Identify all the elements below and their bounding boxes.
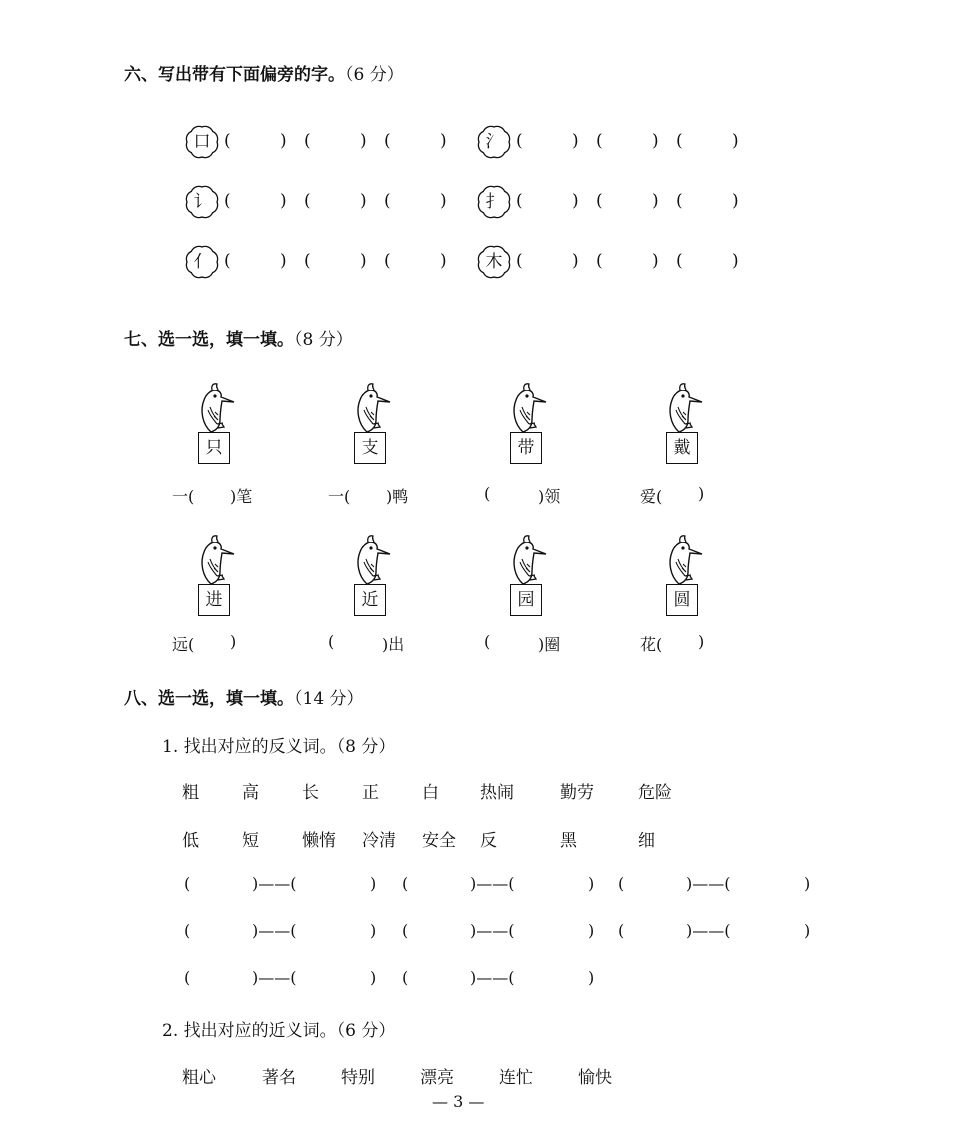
answer-blank[interactable] [684,188,730,214]
radical-char: 氵 [485,132,503,152]
antonym-word: 高 [242,783,259,803]
section-7-heading [124,325,353,350]
answer-close-paren: ) [440,251,447,271]
fill-prefix: 爱( [640,487,663,506]
answer-open-paren: ( [596,131,603,151]
answer-open-paren: ( [224,251,231,271]
pair-blank-left[interactable] [412,919,472,943]
page-number: — 3 — [432,1092,485,1111]
pair-dash: )——( [252,921,297,940]
synonym-word: 著名 [262,1068,296,1088]
fill-suffix: ) [230,632,237,651]
answer-blank[interactable] [232,128,278,154]
word-choice-box: 圆 [666,584,698,616]
word-choice-box: 只 [198,432,230,464]
fill-blank[interactable] [200,482,234,506]
woodpecker-icon [652,532,712,624]
answer-close-paren: ) [280,251,287,271]
woodpecker-icon [184,532,244,624]
antonym-word: 冷清 [362,831,396,851]
section-8-heading [124,684,364,709]
pair-open-paren: ( [402,921,409,940]
pair-blank-left[interactable] [628,919,688,943]
pair-blank-left[interactable] [194,872,254,896]
pair-dash: )——( [686,874,731,893]
radical-flower-icon [470,178,518,226]
section-6-heading [124,60,404,85]
section-7-points: （8 分） [294,330,353,350]
word-choice-box: 园 [510,584,542,616]
answer-open-paren: ( [516,191,523,211]
answer-blank[interactable] [684,128,730,154]
pair-open-paren: ( [402,968,409,987]
answer-close-paren: ) [360,191,367,211]
fill-blank[interactable] [356,482,390,506]
answer-open-paren: ( [384,131,391,151]
answer-close-paren: ) [652,131,659,151]
pair-open-paren: ( [618,921,625,940]
pair-dash: )——( [470,874,515,893]
answer-open-paren: ( [224,191,231,211]
answer-close-paren: ) [440,131,447,151]
answer-blank[interactable] [392,248,438,274]
answer-blank[interactable] [312,188,358,214]
fill-suffix: )鸭 [386,487,409,506]
answer-open-paren: ( [676,251,683,271]
answer-close-paren: ) [652,251,659,271]
fill-suffix: )笔 [230,487,253,506]
woodpecker-icon [340,380,400,472]
synonym-word: 漂亮 [420,1068,454,1088]
fill-prefix: 远( [172,635,195,654]
pair-blank-left[interactable] [194,966,254,990]
answer-open-paren: ( [304,131,311,151]
fill-blank[interactable] [668,482,705,506]
pair-blank-left[interactable] [412,966,472,990]
answer-close-paren: ) [572,131,579,151]
woodpecker-icon [340,532,400,624]
antonym-word: 低 [182,831,199,851]
answer-blank[interactable] [604,188,650,214]
fill-blank[interactable] [338,630,372,654]
answer-open-paren: ( [304,191,311,211]
answer-blank[interactable] [604,128,650,154]
answer-open-paren: ( [224,131,231,151]
pair-dash: )——( [470,921,515,940]
answer-blank[interactable] [232,188,278,214]
answer-blank[interactable] [312,248,358,274]
answer-open-paren: ( [676,191,683,211]
pair-close-paren: ) [804,874,811,893]
fill-prefix: ( [484,632,491,651]
fill-prefix: 花( [640,635,663,654]
pair-blank-left[interactable] [412,872,472,896]
word-choice-box: 近 [354,584,386,616]
pair-blank-right[interactable] [528,872,584,896]
antonym-word: 白 [422,783,439,803]
answer-blank[interactable] [312,128,358,154]
word-choice-box: 戴 [666,432,698,464]
pair-blank-right[interactable] [310,919,366,943]
section-8-points: （14 分） [294,689,364,709]
fill-suffix: ) [698,484,705,503]
fill-blank[interactable] [494,630,528,654]
pair-close-paren: ) [588,874,595,893]
pair-close-paren: ) [588,968,595,987]
answer-close-paren: ) [732,251,739,271]
pair-close-paren: ) [370,874,377,893]
question-2-label: 2. 找出对应的近义词。（6 分） [162,1021,396,1041]
answer-blank[interactable] [392,188,438,214]
answer-open-paren: ( [516,251,523,271]
pair-open-paren: ( [184,874,191,893]
radical-char: 口 [193,132,211,152]
answer-close-paren: ) [652,191,659,211]
radical-flower-icon [178,238,226,286]
word-choice-box: 进 [198,584,230,616]
antonym-word: 正 [362,783,379,803]
answer-close-paren: ) [732,131,739,151]
pair-open-paren: ( [184,968,191,987]
pair-blank-right[interactable] [310,872,366,896]
fill-blank[interactable] [494,482,528,506]
radical-flower-icon [178,118,226,166]
answer-blank[interactable] [524,188,570,214]
pair-dash: )——( [686,921,731,940]
answer-blank[interactable] [524,128,570,154]
question-1-label: 1. 找出对应的反义词。（8 分） [162,737,396,757]
section-6-points: （6 分） [345,65,404,85]
answer-blank[interactable] [392,128,438,154]
answer-open-paren: ( [676,131,683,151]
fill-prefix: ( [328,632,335,651]
pair-blank-right[interactable] [744,919,800,943]
fill-suffix: ) [698,632,705,651]
radical-flower-icon [470,238,518,286]
answer-open-paren: ( [596,251,603,271]
antonym-word: 黑 [560,831,577,851]
antonym-word: 懒惰 [302,831,336,851]
radical-flower-icon [470,118,518,166]
pair-open-paren: ( [402,874,409,893]
antonym-word: 安全 [422,831,456,851]
word-choice-box: 带 [510,432,542,464]
pair-dash: )——( [252,968,297,987]
antonym-word: 危险 [638,783,672,803]
synonym-word: 愉快 [578,1068,612,1088]
fill-prefix: ( [484,484,491,503]
answer-close-paren: ) [440,191,447,211]
answer-close-paren: ) [572,251,579,271]
pair-open-paren: ( [184,921,191,940]
fill-suffix: )出 [382,635,405,654]
antonym-word: 细 [638,831,655,851]
answer-close-paren: ) [732,191,739,211]
pair-close-paren: ) [370,968,377,987]
woodpecker-icon [496,380,556,472]
pair-open-paren: ( [618,874,625,893]
antonym-word: 勤劳 [560,783,594,803]
answer-open-paren: ( [516,131,523,151]
answer-blank[interactable] [604,248,650,274]
radical-char: 木 [485,252,503,272]
answer-close-paren: ) [280,131,287,151]
radical-char: 讠 [193,192,211,212]
pair-close-paren: ) [370,921,377,940]
pair-blank-left[interactable] [194,919,254,943]
antonym-word: 粗 [182,783,199,803]
answer-close-paren: ) [280,191,287,211]
pair-dash: )——( [252,874,297,893]
radical-char: 亻 [193,252,211,272]
antonym-word: 热闹 [480,783,514,803]
pair-close-paren: ) [804,921,811,940]
answer-blank[interactable] [232,248,278,274]
section-6-title: 六、写出带有下面偏旁的字。 [124,65,345,85]
answer-open-paren: ( [384,251,391,271]
synonym-word: 粗心 [182,1068,216,1088]
fill-prefix: 一( [172,487,195,506]
pair-blank-right[interactable] [744,872,800,896]
answer-close-paren: ) [360,131,367,151]
fill-suffix: )领 [538,487,561,506]
synonym-word: 连忙 [499,1068,533,1088]
answer-blank[interactable] [684,248,730,274]
answer-open-paren: ( [304,251,311,271]
pair-blank-right[interactable] [528,966,584,990]
fill-blank[interactable] [668,630,705,654]
answer-open-paren: ( [384,191,391,211]
woodpecker-icon [184,380,244,472]
answer-blank[interactable] [524,248,570,274]
woodpecker-icon [496,532,556,624]
woodpecker-icon [652,380,712,472]
radical-char: 扌 [485,192,503,212]
word-choice-box: 支 [354,432,386,464]
pair-blank-right[interactable] [528,919,584,943]
answer-open-paren: ( [596,191,603,211]
pair-close-paren: ) [588,921,595,940]
pair-blank-right[interactable] [310,966,366,990]
radical-flower-icon [178,178,226,226]
answer-close-paren: ) [572,191,579,211]
answer-close-paren: ) [360,251,367,271]
fill-prefix: 一( [328,487,351,506]
antonym-word: 长 [302,783,319,803]
pair-blank-left[interactable] [628,872,688,896]
synonym-word: 特别 [341,1068,375,1088]
fill-blank[interactable] [200,630,237,654]
antonym-word: 短 [242,831,259,851]
section-7-title: 七、选一选，填一填。 [124,330,294,350]
fill-suffix: )圈 [538,635,561,654]
pair-dash: )——( [470,968,515,987]
antonym-word: 反 [480,831,497,851]
section-8-title: 八、选一选，填一填。 [124,689,294,709]
